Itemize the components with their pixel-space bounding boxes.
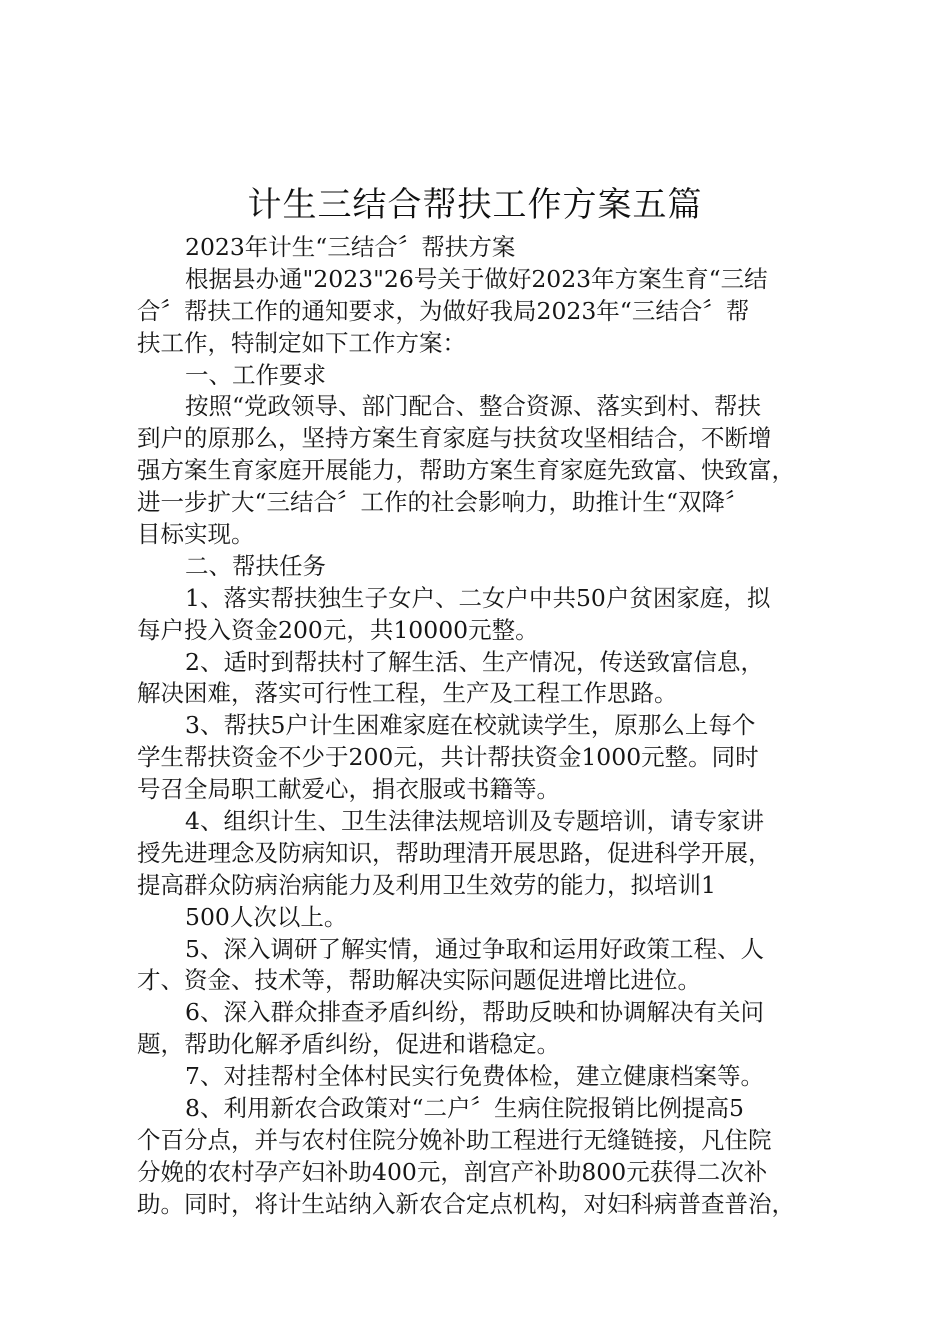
text-line: 按照“党政领导、部门配合、整合资源、落实到村、帮扶: [185, 392, 762, 421]
text-line: 一、工作要求: [185, 360, 326, 389]
text-line: 每户投入资金200元，共10000元整。: [137, 615, 539, 644]
text-line: 到户的原那么，坚持方案生育家庭与扶贫攻坚相结合，不断增: [137, 424, 772, 453]
text-line: 8、利用新农合政策对“二户〞生病住院报销比例提高5: [185, 1094, 744, 1123]
text-line: 3、帮扶5户计生困难家庭在校就读学生，原那么上每个: [185, 711, 756, 740]
text-line: 助。同时，将计生站纳入新农合定点机构，对妇科病普查普治，: [137, 1189, 795, 1218]
text-line: 目标实现。: [137, 520, 255, 549]
text-line: 授先进理念及防病知识，帮助理清开展思路，促进科学开展，: [137, 838, 772, 867]
text-line: 合〞帮扶工作的通知要求，为做好我局2023年“三结合〞帮: [137, 296, 750, 325]
text-line: 强方案生育家庭开展能力，帮助方案生育家庭先致富、快致富，: [137, 456, 795, 485]
text-line: 根据县办通"2023"26号关于做好2023年方案生育“三结: [185, 264, 768, 293]
text-line: 1、落实帮扶独生子女户、二女户中共50户贫困家庭，拟: [185, 583, 771, 612]
text-line: 5、深入调研了解实情，通过争取和运用好政策工程、人: [185, 934, 764, 963]
text-line: 号召全局职工献爱心，捐衣服或书籍等。: [137, 775, 560, 804]
text-line: 个百分点，并与农村住院分娩补助工程进行无缝链接，凡住院: [137, 1125, 772, 1154]
text-line: 分娩的农村孕产妇补助400元，剖宫产补助800元获得二次补: [137, 1157, 768, 1186]
text-line: 进一步扩大“三结合〞工作的社会影响力，助推计生“双降〞: [137, 488, 749, 517]
text-line: 学生帮扶资金不少于200元，共计帮扶资金1000元整。同时: [137, 743, 759, 772]
text-line: 2023年计生“三结合〞帮扶方案: [185, 233, 516, 261]
text-line: 才、资金、技术等，帮助解决实际问题促进增比进位。: [137, 966, 701, 995]
text-line: 6、深入群众排查矛盾纠纷，帮助反映和协调解决有关问: [185, 998, 764, 1027]
text-line: 4、组织计生、卫生法律法规培训及专题培训，请专家讲: [185, 807, 764, 836]
text-line: 2、适时到帮扶村了解生活、生产情况，传送致富信息，: [185, 647, 764, 676]
text-line: 解决困难，落实可行性工程，生产及工程工作思路。: [137, 679, 678, 708]
text-line: 提高群众防病治病能力及利用卫生效劳的能力，拟培训1: [137, 870, 716, 899]
text-line: 题，帮助化解矛盾纠纷，促进和谐稳定。: [137, 1030, 560, 1059]
text-line: 扶工作，特制定如下工作方案：: [137, 328, 466, 357]
document-body: [137, 232, 837, 1221]
text-line: 500人次以上。: [185, 902, 348, 931]
text-line: 二、帮扶任务: [185, 551, 326, 580]
text-line: 7、对挂帮村全体村民实行免费体检，建立健康档案等。: [185, 1062, 764, 1091]
document-title: 计生三结合帮扶工作方案五篇: [247, 185, 703, 225]
